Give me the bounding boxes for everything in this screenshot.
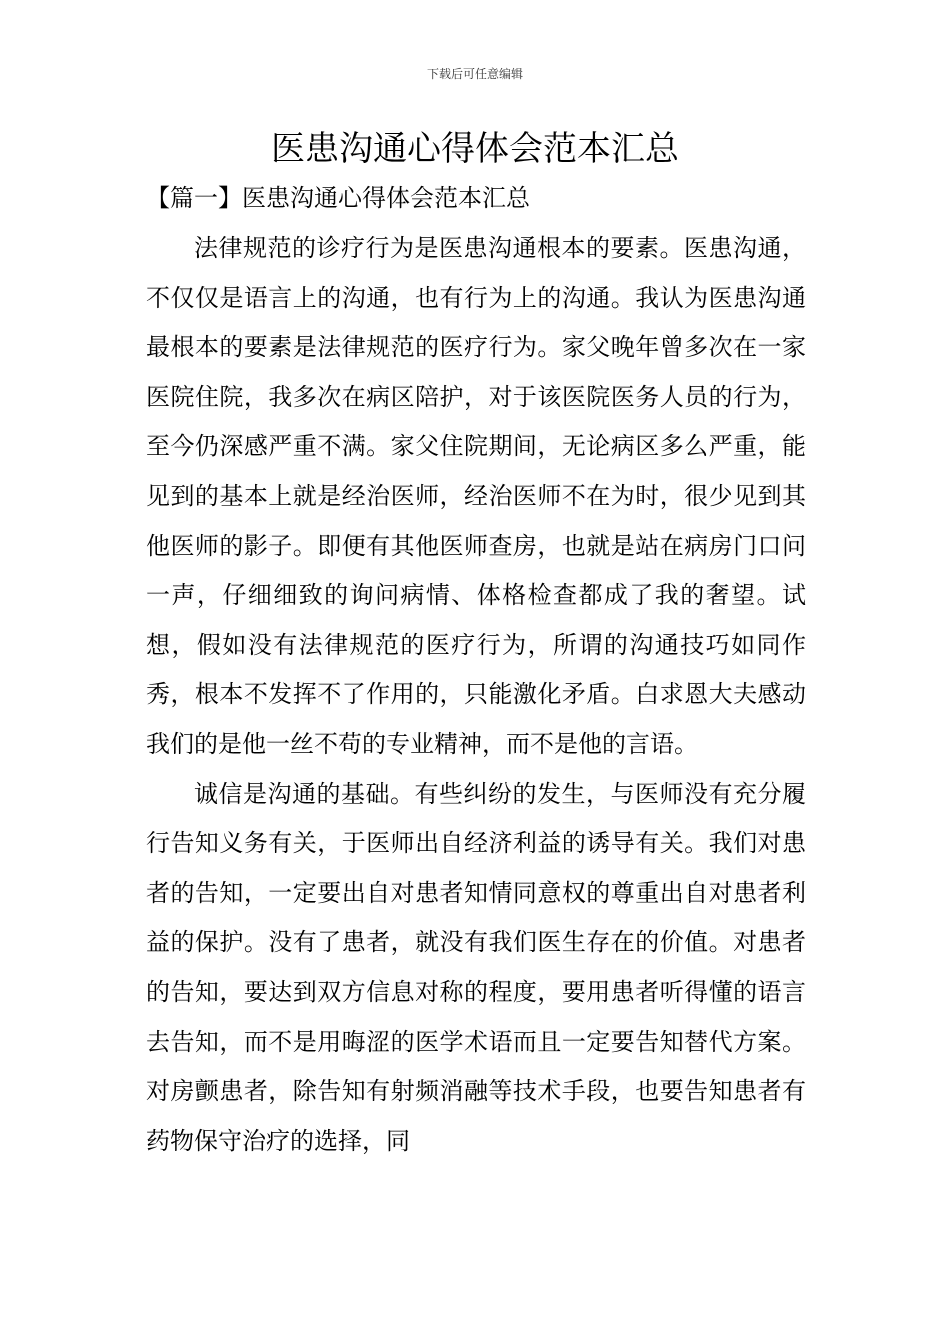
section-heading: 【篇一】医患沟通心得体会范本汇总 [146,184,530,212]
document-title: 医患沟通心得体会范本汇总 [271,129,679,169]
body-text [146,224,806,1166]
paragraph-1: 法律规范的诊疗行为是医患沟通根本的要素。医患沟通，不仅仅是语言上的沟通，也有行为上的沟通。我认为医患沟通最根本的要素是法律规范的医疗行为。家父晚年曾多次在一家医院住院，我多次在病区陪护，对于该医院医务人员的行为，至今仍深感严重不满。家父住院期间，无论病区多么严重，能见到的基本上就是经治医师，经治医师不在为时，很少见到其他医师的影子。即便有其他医师查房，也就是站在病房门口问一声，仔细细致的询问病情、体格检查都成了我的奢望。试想，假如没有法律规范的医疗行为，所谓的沟通技巧如同作秀，根本不发挥不了作用的，只能激化矛盾。白求恩大夫感动我们的是他一丝不苟的专业精神，而不是他的言语。 [146,234,806,758]
header-note: 下载后可任意编辑 [426,67,523,81]
paragraph-2: 诚信是沟通的基础。有些纠纷的发生，与医师没有充分履行告知义务有关，于医师出自经济利益的诱导有关。我们对患者的告知，一定要出自对患者知情同意权的尊重出自对患者利益的保护。没有了患者，就没有我们医生存在的价值。对患者的告知，要达到双方信息对称的程度，要用患者听得懂的语言去告知，而不是用晦涩的医学术语而且一定要告知替代方案。对房颤患者，除告知有射频消融等技术手段，也要告知患者有药物保守治疗的选择，同 [146,779,806,1155]
